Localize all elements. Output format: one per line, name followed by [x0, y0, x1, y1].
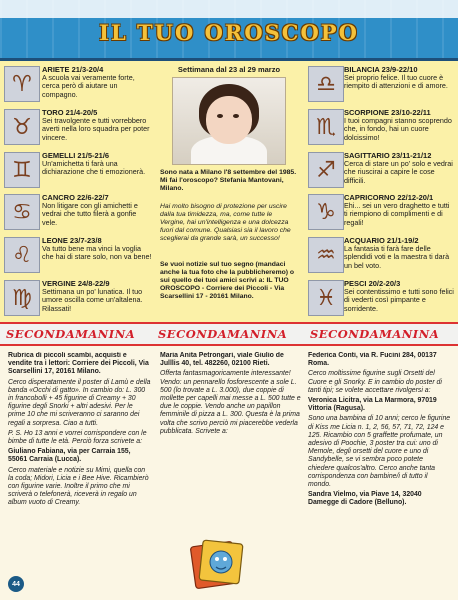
sign-forecast: La fantasia ti farà fare delle splendidi voti e la maestra ti darà un bel voto. [344, 244, 450, 270]
classifieds-column-3 [308, 352, 451, 596]
sign-forecast: Sei travolgente e tutti vorrebbero averti nella loro squadra per poter vincere. [42, 116, 150, 142]
sign-leo [2, 234, 154, 275]
virgo-icon: ♍ [4, 280, 40, 316]
photo-eye [233, 114, 239, 118]
header-decorative-strip [0, 0, 458, 18]
band-label: SECONDAMANINA [6, 327, 136, 341]
sign-forecast: Va tutto bene ma vinci la voglia che hai di stare solo, non va bene! [42, 244, 152, 262]
horoscope-section [0, 61, 458, 322]
horoscope-right-column [304, 61, 456, 322]
page-number: 44 [8, 576, 24, 592]
sign-forecast: A scuola vai veramente forte, cerca però di aiutare un compagno. [42, 73, 135, 99]
sign-scorpio [304, 106, 456, 147]
sign-virgo [2, 277, 154, 318]
photo-eye [217, 114, 223, 118]
sign-name: SAGITTARIO 23/11-21/12 [344, 151, 432, 160]
sticker-illustration [189, 538, 247, 592]
horoscope-reply: Hai molto bisogno di protezione per uscire dalla tua timidezza, ma, come tutte le Vergine, hai un'intelligenza e una dolcezza fuori dal comune. Qualsiasi sia il lavoro che sceglierai da grande sarà, un successo! [160, 203, 291, 242]
letter: Sono una bambina di 10 anni; cerco le figurine di Kiss me Licia n. 1, 2, 56, 57, 71, 72, 124 e 125. Ricambio con 5 graffette profumate, un adesivo di Poochie, 3 poster tra cui: uno di Memole, degli orsetti del cuore e uno di Sandybelle, se vi sembra poco potete chiedere qualcos'altro. Cerco anche tanta corrispondenza con bambine/i di tutto il mondo. [308, 415, 451, 489]
sign-gemini [2, 149, 154, 190]
sign-forecast: Non litigare con gli amichetti e vedrai che tutto filerà a gonfie vele. [42, 201, 138, 227]
photo-face [206, 96, 252, 144]
sign-forecast: Cerca di stare un po' solo e vedrai che riuscirai a capire le cose difficili. [344, 159, 453, 185]
sender-address: Sandra Vielmo, via Piave 14, 32040 Damegge di Cadore (Belluno). [308, 491, 422, 507]
sign-aquarius [304, 234, 456, 275]
leo-icon: ♌ [4, 237, 40, 273]
sign-cancer [2, 191, 154, 232]
aries-icon: ♈ [4, 66, 40, 102]
sender-address: Federica Conti, via R. Fucini 284, 00137 Roma. [308, 352, 437, 368]
scorpio-icon: ♏ [308, 109, 344, 145]
sender-address: Maria Anita Petrongari, viale Giulio de Julllis 40, tel. 482260, 02100 Rieti. [160, 352, 284, 368]
header-banner [0, 0, 458, 61]
taurus-icon: ♉ [4, 109, 40, 145]
sign-taurus [2, 106, 154, 147]
libra-icon: ♎ [308, 66, 344, 102]
sign-capricorn [304, 191, 456, 232]
sign-name: VERGINE 24/8-22/9 [42, 279, 110, 288]
sign-libra [304, 63, 456, 104]
sign-forecast: Settimana un po' lunatica. Il tuo umore oscilla come un'altalena. Rilassati! [42, 287, 143, 313]
band-label: SECONDAMANINA [158, 327, 288, 341]
cancer-icon: ♋ [4, 194, 40, 230]
horoscope-left-column [2, 61, 154, 322]
gemini-icon: ♊ [4, 152, 40, 188]
sign-name: LEONE 23/7-23/8 [42, 236, 102, 245]
sender-address: Giuliano Fabiana, via per Carraia 155, 55061 Carraia (Lucca). [8, 448, 131, 464]
horoscope-center-column [158, 61, 300, 322]
pisces-icon: ♓ [308, 280, 344, 316]
week-range: Settimana dal 23 al 29 marzo [177, 65, 281, 74]
sign-name: ACQUARIO 21/1-19/2 [344, 236, 419, 245]
classifieds-column-1 [8, 352, 151, 596]
sign-forecast: Sei contentissimo e tutti sono felici di vederti così pimpante e sorridente. [344, 287, 454, 313]
sign-name: TORO 21/4-20/5 [42, 108, 98, 117]
sign-forecast: Sei proprio felice. Il tuo cuore è riempito di attenzioni e di amore. [344, 73, 448, 91]
sagittarius-icon: ♐ [308, 152, 344, 188]
capricorn-icon: ♑ [308, 194, 344, 230]
letter-postscript: P. S. Ho 13 anni e vorrei corrispondere con le bimbe di tutte le età. Perciò forza scrivete a: [8, 429, 147, 446]
sign-name: CANCRO 22/6-22/7 [42, 193, 109, 202]
sign-name: PESCI 20/2-20/3 [344, 279, 401, 288]
sign-aries [2, 63, 154, 104]
sign-pisces [304, 277, 456, 318]
letter: Cerco materiale e notizie su Mimi, quella con la coda; Midori, Licia e i Bee Hive. Ricambierò con figurine varie. Inoltre il primo che mi scriverà o telefonerà, riceverà in regalo un album vuoto di Creamy. [8, 466, 149, 507]
letter: Cerco moltissime figurine sugli Orsetti del Cuore e gli Snorky. E in cambio do poster di tanti tipi; se volete accettare rivolgersi a: [308, 370, 442, 394]
sign-sagittarius [304, 149, 456, 190]
sign-name: ARIETE 21/3-20/4 [42, 65, 104, 74]
sign-forecast: Ehi... sei un vero draghetto e tutti ti riempiono di complimenti e di regali! [344, 201, 450, 227]
secondamanina-band [0, 322, 458, 346]
page-title: IL TUO OROSCOPO [99, 20, 359, 45]
sender-address: Veronica Licitra, via La Marmora, 97019 Vittoria (Ragusa). [308, 397, 437, 413]
rubric-intro: Rubrica di piccoli scambi, acquisti e vendite tra i lettori: Corriere dei Piccoli, Via Scarsellini 17, 20161 Milano. [8, 352, 149, 376]
child-photo [172, 77, 286, 165]
sign-forecast: I tuoi compagni stanno scoprendo che, in fondo, hai un cuore dolcissimo! [344, 116, 452, 142]
aquarius-icon: ♒ [308, 237, 344, 273]
sign-forecast: Un'amichetta ti farà una dichiarazione che ti emozionerà. [42, 159, 146, 177]
sign-name: GEMELLI 21/5-21/6 [42, 151, 110, 160]
photo-caption: Sono nata a Milano l'8 settembre del 1985. Mi fai l'oroscopo? Stefania Mantovani, Milano. [160, 169, 297, 192]
sign-name: BILANCIA 23/9-22/10 [344, 65, 418, 74]
band-label: SECONDAMANINA [310, 327, 440, 341]
sign-name: SCORPIONE 23/10-22/11 [344, 108, 431, 117]
letter: Offerta fantasmagoricamente interessante! Vendo: un pennarello fosforescente a sole L. 500 (lo trovate a L. 3.000), due coppie di mollette per capelli mai messe a L. 500 tutte e due le coppie. Vendo anche un papillon femminile di pizza a L. 300. Questa è la prima volta che scrivo perciò mi piacerebbe vederla pubblicata. Scrivete a: [160, 370, 301, 435]
submission-instructions: Se vuoi notizie sul tuo segno (mandaci anche la tua foto che la pubblicheremo) o sui quello dei tuoi amici scrivi a: IL TUO OROSCOPO - Corriere dei Piccoli - Via Scarsellini 17 - 20161 Milano. [160, 261, 295, 300]
sign-name: CAPRICORNO 22/12-20/1 [344, 193, 434, 202]
letter: Cerco disperatamente il poster di Lamù e della banda «Occhi di gatto». In cambio do: L. 300 in francobolli + 45 figurine di Creamy + 30 figurine degli Snorki + altri adesivi. Per le prime 10 che mi scriveranno ci saranno dei regali a sorpresa. Ciao a tutti. [8, 378, 151, 427]
